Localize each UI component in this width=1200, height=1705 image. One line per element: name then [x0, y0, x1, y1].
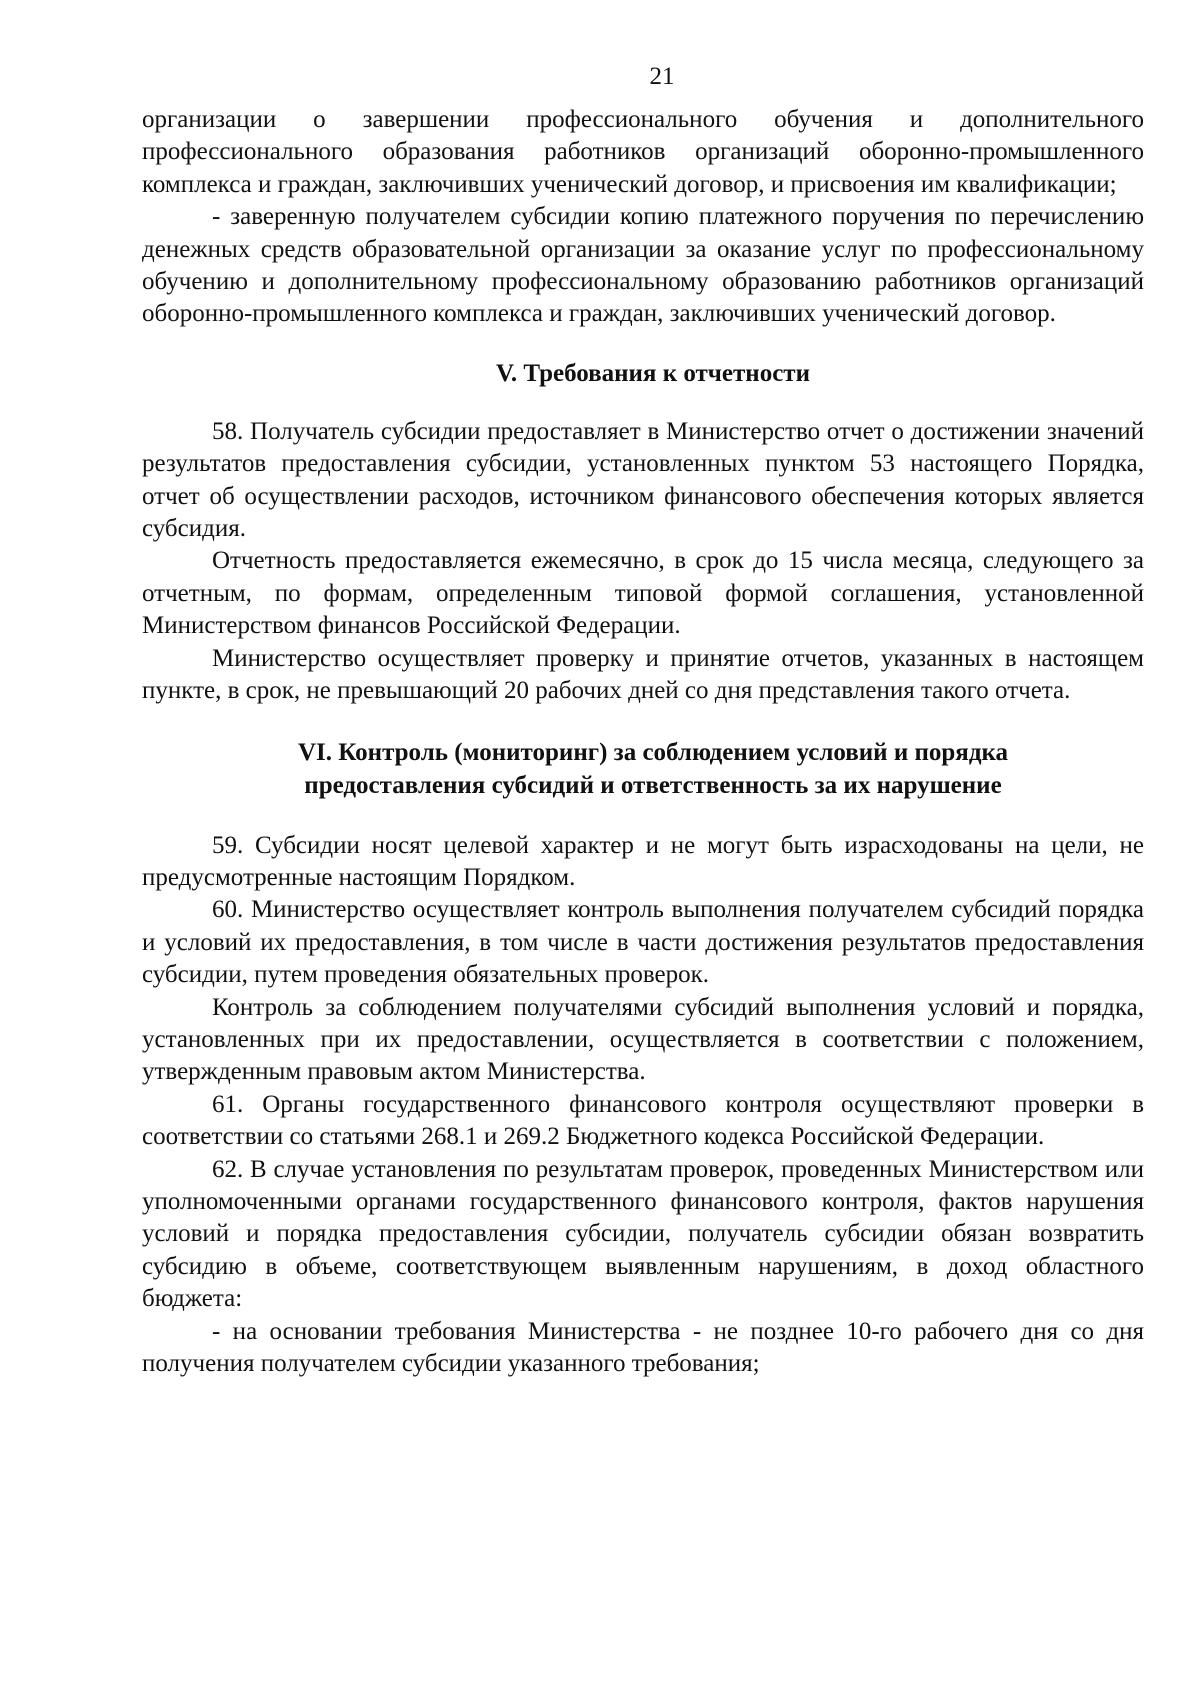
document-page: [142, 62, 1144, 1380]
page-number: 21: [649, 63, 675, 90]
paragraph-list-item: - заверенную получателем субсидии копию платежного поручения по перечислению денежных средств образовательной организации за оказание услуг по профессиональному обучению и дополнительному профессиональному образованию работников организаций оборонно-промышленного комплекса и граждан, заключивших ученический договор.: [142, 203, 1144, 328]
paragraph-control-compliance: Контроль за соблюдением получателями субсидий выполнения условий и порядка, установленных при их предоставлении, осуществляется в соответствии с положением, утвержденным правовым актом Министерства.: [142, 993, 1144, 1086]
section-heading-vi-line1: VI. Контроль (мониторинг) за соблюдением условий и порядка: [298, 738, 1008, 766]
paragraph-61: 61. Органы государственного финансового контроля осуществляют проверки в соответствии со статьями 268.1 и 269.2 Бюджетного кодекса Российской Федерации.: [142, 1090, 1144, 1151]
paragraph-58: 58. Получатель субсидии предоставляет в Министерство отчет о достижении значений результатов предоставления субсидии, установленных пунктом 53 настоящего Порядка, отчет об осуществлении расходов, источником финансового обеспечения которых является субсидия.: [142, 417, 1144, 543]
paragraph-reporting-schedule: Отчетность предоставляется ежемесячно, в срок до 15 числа месяца, следующего за отчетным, по формам, определенным типовой формой соглашения, установленной Министерством финансов Российской Федерации.: [142, 547, 1144, 640]
paragraph-59: 59. Субсидии носят целевой характер и не могут быть израсходованы на цели, не предусмотренные настоящим Порядком.: [142, 831, 1144, 891]
paragraph-report-review: Министерство осуществляет проверку и принятие отчетов, указанных в настоящем пункте, в срок, не превышающий 20 рабочих дней со дня представления такого отчета.: [142, 644, 1144, 705]
section-heading-v: V. Требования к отчетности: [496, 359, 810, 387]
paragraph-60: 60. Министерство осуществляет контроль выполнения получателем субсидий порядка и условий их предоставления, в том числе в части достижения результатов предоставления субсидии, путем проведения обязательных проверок.: [142, 896, 1144, 989]
section-heading-vi: [142, 736, 1144, 802]
paragraph-62: 62. В случае установления по результатам проверок, проведенных Министерством или уполномоченными органами государственного финансового контроля, фактов нарушения условий и порядка предоставления субсидии, получатель субсидии обязан возвратить субсидию в объеме, соответствующем выявленным нарушениям, в доход областного бюджета:: [142, 1155, 1144, 1313]
paragraph-continuation: организации о завершении профессионального обучения и дополнительного профессионального образования работников организаций оборонно-промышленного комплекса и граждан, заключивших ученический договор, и присвоения им квалификации;: [142, 106, 1144, 198]
section-heading-vi-line2: предоставления субсидий и ответственность за их нарушение: [304, 771, 1002, 799]
paragraph-list-item-requirement: - на основании требования Министерства - не позднее 10-го рабочего дня со дня получения получателем субсидии указанного требования;: [142, 1317, 1144, 1377]
